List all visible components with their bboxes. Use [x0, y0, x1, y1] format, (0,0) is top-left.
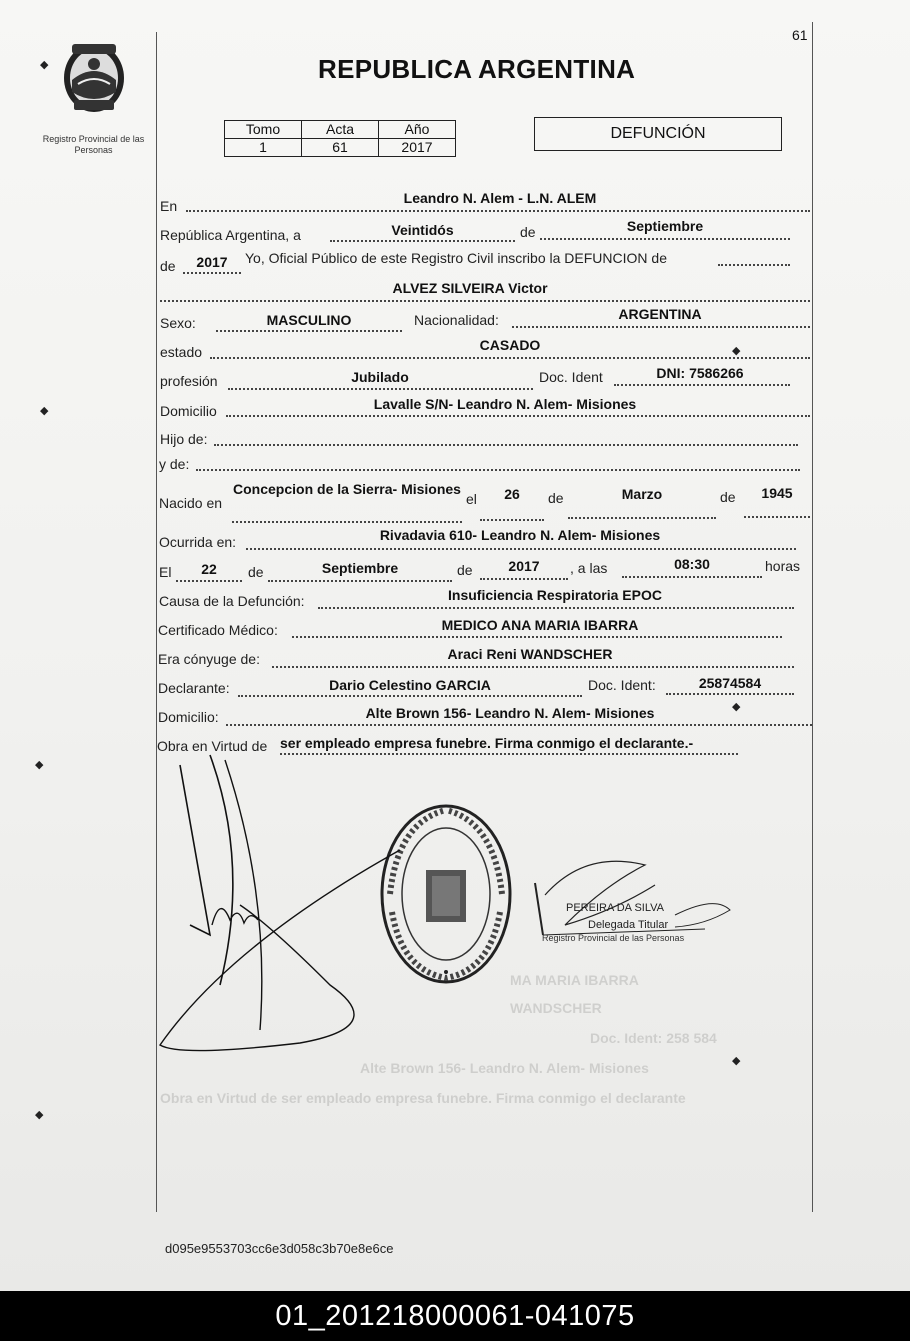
- label-de: de: [720, 489, 736, 505]
- dotted-line: [228, 388, 533, 390]
- label-doc-ident: Doc. Ident: [539, 369, 603, 385]
- dotted-line: [160, 300, 810, 302]
- officer-role: Delegada Titular: [588, 919, 669, 931]
- dotted-line: [718, 264, 790, 266]
- place-value: Leandro N. Alem - L.N. ALEM: [403, 190, 597, 206]
- death-day-value: 22: [201, 561, 217, 577]
- nationality-value: ARGENTINA: [618, 306, 702, 322]
- label-hijo-de: Hijo de:: [160, 431, 208, 447]
- dotted-line: [272, 666, 794, 668]
- certificate-value: MEDICO ANA MARIA IBARRA: [441, 617, 639, 633]
- label-profesion: profesión: [160, 373, 218, 389]
- officer-registry: Registro Provincial de las Personas: [542, 933, 685, 943]
- dotted-line: [196, 469, 800, 471]
- label-de: de: [160, 258, 176, 274]
- birth-day-value: 26: [504, 486, 520, 502]
- year-value: 2017: [196, 254, 228, 270]
- label-certificado: Certificado Médico:: [158, 622, 278, 638]
- label-de: de: [520, 224, 536, 240]
- label-domicilio: Domicilio:: [158, 709, 219, 725]
- label-sexo: Sexo:: [160, 315, 196, 331]
- declarant-doc-value: 25874584: [698, 675, 762, 691]
- month-value: Septiembre: [626, 218, 704, 234]
- label-declarante: Declarante:: [158, 680, 230, 696]
- dotted-line: [176, 580, 242, 582]
- dotted-line: [214, 444, 798, 446]
- dotted-line: [268, 580, 452, 582]
- dotted-line: [622, 576, 762, 578]
- dotted-line: [246, 548, 796, 550]
- table-cell: 61: [302, 139, 379, 157]
- right-margin-line: [812, 22, 813, 1212]
- table-cell: 2017: [379, 139, 456, 157]
- dotted-line: [183, 272, 241, 274]
- dotted-line: [744, 516, 810, 518]
- label-domicilio: Domicilio: [160, 403, 217, 419]
- record-type-box: DEFUNCIÓN: [534, 117, 782, 151]
- page-number: 61: [792, 27, 808, 43]
- dotted-line: [512, 326, 810, 328]
- document-page: 61 Registro Provincial de las Personas REPUBLICA ARGENTINA Tomo Acta Año 1 61 2017 DEFUNCIÓN En Leandro N. Alem - L.N. ALEM República Argentina, a Veintidós de Septiembre de 2017 Yo, Oficial Público de este Registro Civil inscribo la DEFUNCION de ALVEZ SILVEIRA Victor Sexo: MASCULINO Nacionalidad: ARGENTINA estado CASADO profesión Jubilado Doc. Ident DNI: 7586266 Domicilio Lavalle S/N- Leandro N. Alem- Misiones Hijo de: y de: Nacido en Concepcion de la Sierra- Misiones el 26 de Marzo de 1945 Ocurrida en: Rivadavia 610- Leandro N. Alem- Misiones El 22 de Septiembre de 2017 , a las 08:30 horas Causa de la Defunción: Insuficiencia Respiratoria EPOC Certificado Médico: MEDICO ANA MARIA IBARRA Era cónyuge de: Araci Reni WANDSCHER Declarante: Dario Celestino GARCIA Doc. Ident: 25874584 Domicilio: Alte Brown 156- Leandro N. Alem- Misiones Obra en Virtud de ser empleado empresa funebre. Firma conmigo el declarante.- MA MARIA IBARRA WANDSCHER Doc. Ident: 258 584 Alte Brown 156- Leandro N. Alem- Misiones Obra en Virtud de ser empleado empresa funebre. Firma conmigo el declarante PEREIRA DA SILVA Delegada Titular Registro Provincial de las Personas ◆ ◆ ◆ ◆ ◆ ◆ ◆ d095e9553703cc6e3d058c3b70e8e6ce: [0, 0, 910, 1291]
- dotted-line: [292, 636, 782, 638]
- label-conyuge: Era cónyuge de:: [158, 651, 260, 667]
- dotted-line: [226, 415, 810, 417]
- dotted-line: [318, 607, 794, 609]
- label-en: En: [160, 198, 178, 214]
- label-nacido-en: Nacido en: [159, 495, 223, 511]
- sex-value: MASCULINO: [266, 312, 352, 328]
- dotted-line: [540, 238, 790, 240]
- birthplace-value: Concepcion de la Sierra- Misiones: [233, 481, 461, 497]
- label-nacionalidad: Nacionalidad:: [414, 312, 499, 328]
- label-de: de: [457, 562, 473, 578]
- record-table: [224, 120, 456, 157]
- dni-value: DNI: 7586266: [656, 365, 744, 381]
- table-header: Tomo: [225, 121, 302, 139]
- dotted-line: [330, 240, 515, 242]
- dotted-line: [226, 724, 812, 726]
- misiones-coat-of-arms-icon: [58, 40, 130, 116]
- declarant-value: Dario Celestino GARCIA: [329, 677, 491, 693]
- label-causa: Causa de la Defunción:: [159, 593, 305, 609]
- officer-name: PEREIRA DA SILVA: [566, 902, 665, 914]
- table-cell: 1: [225, 139, 302, 157]
- death-year-value: 2017: [508, 558, 540, 574]
- death-time-value: 08:30: [674, 556, 710, 572]
- declarant-address-value: Alte Brown 156- Leandro N. Alem- Misiones: [365, 705, 655, 721]
- birth-year-value: 1945: [761, 485, 793, 501]
- dotted-line: [666, 693, 794, 695]
- label-y-de: y de:: [159, 456, 190, 472]
- label-obra: Obra en Virtud de: [157, 738, 268, 754]
- civil-status-value: CASADO: [479, 337, 541, 353]
- day-text-value: Veintidós: [391, 222, 454, 238]
- dotted-line: [210, 357, 810, 359]
- cause-value: Insuficiencia Respiratoria EPOC: [448, 587, 662, 603]
- table-header: Acta: [302, 121, 379, 139]
- dotted-line: [232, 521, 462, 523]
- obra-value: ser empleado empresa funebre. Firma conmigo el declarante.-: [280, 735, 694, 751]
- document-title: REPUBLICA ARGENTINA: [318, 54, 636, 84]
- label-republica: República Argentina, a: [160, 227, 301, 243]
- label-horas: horas: [765, 558, 801, 574]
- registry-name: Registro Provincial de las Personas: [42, 134, 145, 155]
- label-de: de: [548, 490, 564, 506]
- label-el: el: [466, 491, 477, 507]
- death-month-value: Septiembre: [321, 560, 399, 576]
- declarant-signature-icon: [150, 745, 570, 1075]
- deceased-name: ALVEZ SILVEIRA Victor: [392, 280, 548, 296]
- document-hash: d095e9553703cc6e3d058c3b70e8e6ce: [165, 1241, 394, 1256]
- dotted-line: [568, 517, 716, 519]
- spouse-value: Araci Reni WANDSCHER: [447, 646, 613, 662]
- death-place-value: Rivadavia 610- Leandro N. Alem- Misiones: [379, 527, 661, 543]
- label-yo: Yo, Oficial Público de este Registro Civil inscribo la DEFUNCION de: [245, 250, 667, 266]
- label-el: El: [159, 564, 172, 580]
- birth-month-value: Marzo: [621, 486, 663, 502]
- label-estado: estado: [160, 344, 203, 360]
- label-doc-ident: Doc. Ident:: [588, 677, 656, 693]
- address-value: Lavalle S/N- Leandro N. Alem- Misiones: [373, 396, 637, 412]
- table-header: Año: [379, 121, 456, 139]
- dotted-line: [186, 210, 810, 212]
- dotted-line: [614, 384, 790, 386]
- dotted-line: [480, 519, 544, 521]
- profession-value: Jubilado: [351, 369, 409, 385]
- footer-id: 01_201218000061-041075: [0, 1291, 910, 1341]
- dotted-line: [480, 578, 568, 580]
- label-ocurrida-en: Ocurrida en:: [159, 534, 237, 550]
- label-de: de: [248, 564, 264, 580]
- label-a-las: , a las: [570, 560, 608, 576]
- dotted-line: [238, 695, 582, 697]
- dotted-line: [216, 330, 402, 332]
